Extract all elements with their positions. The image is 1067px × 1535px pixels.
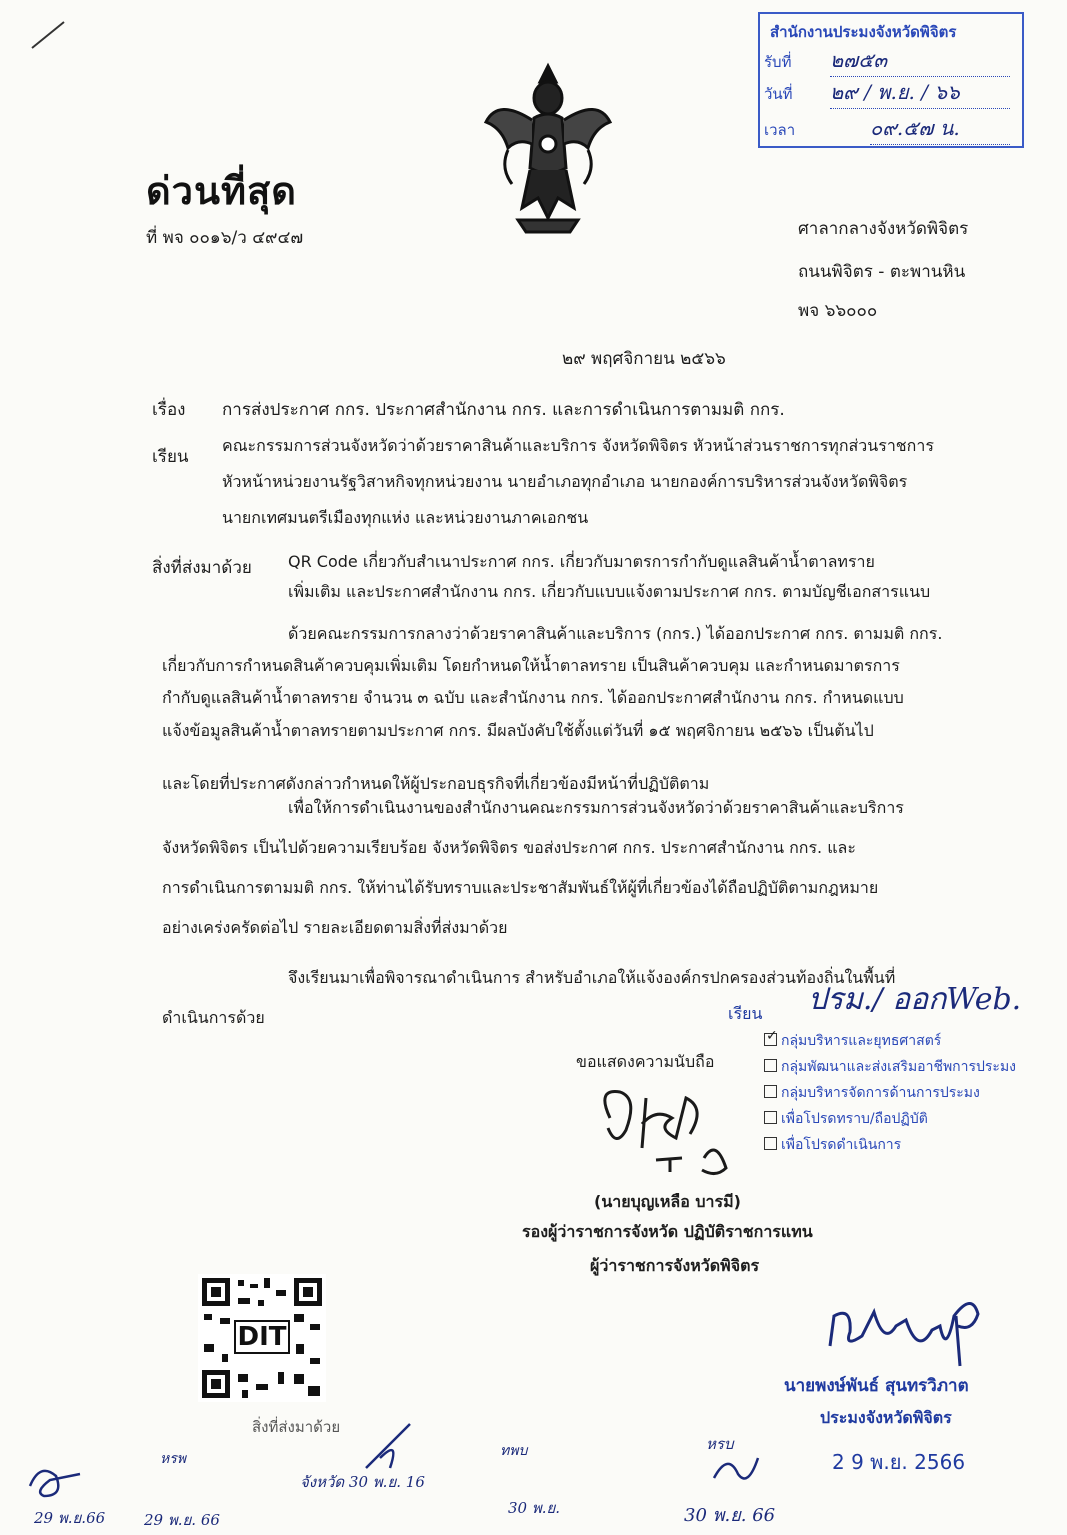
stamp-date-label: วันที่ bbox=[764, 85, 793, 103]
initials-scribble bbox=[708, 1448, 768, 1488]
routing-checkbox-list bbox=[764, 1030, 1016, 1160]
routing-handwritten: ปรม./ ออกWeb. bbox=[808, 982, 1022, 1017]
routing-option[interactable]: กลุ่มบริหารจัดการด้านการประมง bbox=[764, 1082, 1016, 1108]
checkbox[interactable] bbox=[764, 1085, 777, 1098]
subject-text: การส่งประกาศ กกร. ประกาศสำนักงาน กกร. และการดำเนินการตามมติ กกร. bbox=[222, 400, 785, 420]
routing-option[interactable]: ✓ กลุ่มบริหารและยุทธศาสตร์ bbox=[766, 1028, 942, 1049]
address-line3: พจ ๖๖๐๐๐ bbox=[798, 301, 878, 321]
qr-code[interactable] bbox=[198, 1274, 326, 1402]
routing-to-label: เรียน bbox=[728, 1004, 763, 1023]
signature-1 bbox=[586, 1078, 756, 1178]
para1-line1: ด้วยคณะกรรมการกลางว่าด้วยราคาสินค้าและบริการ (กกร.) ได้ออกประกาศ กกร. ตามมติ กกร. bbox=[288, 624, 943, 643]
to-label: เรียน bbox=[152, 447, 189, 467]
checkbox[interactable] bbox=[764, 1111, 777, 1124]
stamp-time-label: เวลา bbox=[764, 121, 796, 139]
footer-note-5: 30 พ.ย. 66 bbox=[684, 1505, 776, 1526]
pen-mark bbox=[28, 18, 68, 52]
para2-line2: จังหวัดพิจิตร เป็นไปด้วยความเรียบร้อย จังหวัดพิจิตร ขอส่งประกาศ กกร. ประกาศสำนักงาน กกร. และ bbox=[162, 838, 856, 857]
subject-label: เรื่อง bbox=[152, 400, 186, 420]
address-line2: ถนนพิจิตร - ตะพานหิน bbox=[798, 262, 966, 282]
to-line1: คณะกรรมการส่วนจังหวัดว่าด้วยราคาสินค้าและบริการ จังหวัดพิจิตร หัวหน้าส่วนราชการทุกส่วนราชการ bbox=[222, 436, 934, 455]
para1-line3: กำกับดูแลสินค้าน้ำตาลทราย จำนวน ๓ ฉบับ และสำนักงาน กกร. ได้ออกประกาศสำนักงาน กกร. กำหนดแบบ bbox=[162, 688, 904, 707]
checkbox-checked[interactable]: ✓ bbox=[766, 1028, 778, 1044]
enclosure-line1: QR Code เกี่ยวกับสำเนาประกาศ กกร. เกี่ยวกับมาตรการกำกับดูแลสินค้าน้ำตาลทราย bbox=[288, 552, 875, 571]
closing: ขอแสดงความนับถือ bbox=[576, 1052, 715, 1071]
stamp-time-value: ๐๙.๕๗ น. bbox=[870, 112, 1010, 145]
stamp-office: สำนักงานประมงจังหวัดพิจิตร bbox=[770, 23, 957, 41]
checkbox[interactable] bbox=[764, 1137, 777, 1150]
checkbox[interactable] bbox=[764, 1059, 777, 1072]
routing-option[interactable]: เพื่อโปรดดำเนินการ bbox=[764, 1134, 1016, 1160]
second-signatory-title: ประมงจังหวัดพิจิตร bbox=[820, 1408, 952, 1427]
signature-2 bbox=[822, 1286, 992, 1372]
to-line2: หัวหน้าหน่วยงานรัฐวิสาหกิจทุกหน่วยงาน นายอำเภอทุกอำเภอ นายกองค์การบริหารส่วนจังหวัดพิจิตร bbox=[222, 472, 908, 491]
stamp-date-value: ๒๙ / พ.ย. / ๖๖ bbox=[830, 76, 1010, 109]
para3-line1: จึงเรียนมาเพื่อพิจารณาดำเนินการ สำหรับอำเภอให้แจ้งองค์กรปกครองส่วนท้องถิ่นในพื้นที่ bbox=[288, 968, 896, 987]
to-line3: นายกเทศมนตรีเมืองทุกแห่ง และหน่วยงานภาคเอกชน bbox=[222, 508, 589, 527]
footer-note-4-head: ทพบ bbox=[500, 1443, 528, 1459]
routing-option[interactable]: เพื่อโปรดทราบ/ถือปฏิบัติ bbox=[764, 1108, 1016, 1134]
urgency-label: ด่วนที่สุด bbox=[146, 168, 297, 213]
address-line1: ศาลากลางจังหวัดพิจิตร bbox=[798, 219, 969, 239]
footer-note-3: จังหวัด 30 พ.ย. 16 bbox=[300, 1473, 425, 1491]
footer-note-4: 30 พ.ย. bbox=[508, 1499, 561, 1517]
signatory-title2: ผู้ว่าราชการจังหวัดพิจิตร bbox=[590, 1256, 760, 1275]
footer-note-5-head: หรบ bbox=[706, 1435, 734, 1453]
para1-line2: เกี่ยวกับการกำหนดสินค้าควบคุมเพิ่มเติม โดยกำหนดให้น้ำตาลทราย เป็นสินค้าควบคุม และกำหนดมาตรการ bbox=[162, 656, 900, 675]
para3-line2: ดำเนินการด้วย bbox=[162, 1008, 265, 1027]
stamp-receive-label: รับที่ bbox=[764, 53, 792, 71]
signatory-title1: รองผู้ว่าราชการจังหวัด ปฏิบัติราชการแทน bbox=[522, 1222, 813, 1241]
enclosure-label: สิ่งที่ส่งมาด้วย bbox=[152, 558, 252, 578]
para2-line4: อย่างเคร่งครัดต่อไป รายละเอียดตามสิ่งที่ส่งมาด้วย bbox=[162, 918, 508, 937]
document-date: ๒๙ พฤศจิกายน ๒๕๖๖ bbox=[562, 349, 726, 369]
enclosure-footer: สิ่งที่ส่งมาด้วย bbox=[252, 1418, 341, 1436]
initials-scribble bbox=[20, 1456, 100, 1506]
second-signatory-name: นายพงษ์พันธ์ สุนทรวิภาต bbox=[784, 1376, 969, 1396]
footer-note-1: 29 พ.ย.66 bbox=[34, 1509, 106, 1527]
qr-label: DIT bbox=[234, 1320, 290, 1354]
routing-option[interactable]: กลุ่มพัฒนาและส่งเสริมอาชีพการประมง bbox=[764, 1056, 1016, 1082]
enclosure-line2: เพิ่มเติม และประกาศสำนักงาน กกร. เกี่ยวกับแบบแจ้งตามประกาศ กกร. ตามบัญชีเอกสารแนบ bbox=[288, 582, 931, 601]
para1-line4: แจ้งข้อมูลสินค้าน้ำตาลทรายตามประกาศ กกร. มีผลบังคับใช้ตั้งแต่วันที่ ๑๕ พฤศจิกายน ๒๕๖๖ เป็นต้นไป bbox=[162, 721, 874, 740]
receipt-stamp bbox=[758, 12, 1024, 148]
stamp-receive-value: ๒๗๕๓ bbox=[830, 44, 1010, 77]
para2-line3: การดำเนินการตามมติ กกร. ให้ท่านได้รับทราบและประชาสัมพันธ์ให้ผู้ที่เกี่ยวข้องได้ถือปฏิบัติตามกฎหมาย bbox=[162, 878, 879, 897]
para2-line1: เพื่อให้การดำเนินงานของสำนักงานคณะกรรมการส่วนจังหวัดว่าด้วยราคาสินค้าและบริการ bbox=[288, 798, 904, 817]
para1-line5: และโดยที่ประกาศดังกล่าวกำหนดให้ผู้ประกอบธุรกิจที่เกี่ยวข้องมีหน้าที่ปฏิบัติตาม bbox=[162, 774, 710, 793]
signatory-name: (นายบุญเหลือ บารมี) bbox=[594, 1192, 741, 1211]
received-date-stamp: 2 9 พ.ย. 2566 bbox=[832, 1450, 966, 1474]
doc-number: ที่ พจ ๐๐๑๖/ว ๔๙๔๗ bbox=[146, 228, 304, 248]
footer-note-2: 29 พ.ย. 66 bbox=[144, 1511, 220, 1529]
initials-scribble bbox=[360, 1418, 420, 1478]
garuda-emblem bbox=[478, 58, 618, 238]
footer-note-2-head: หรพ bbox=[160, 1451, 186, 1467]
